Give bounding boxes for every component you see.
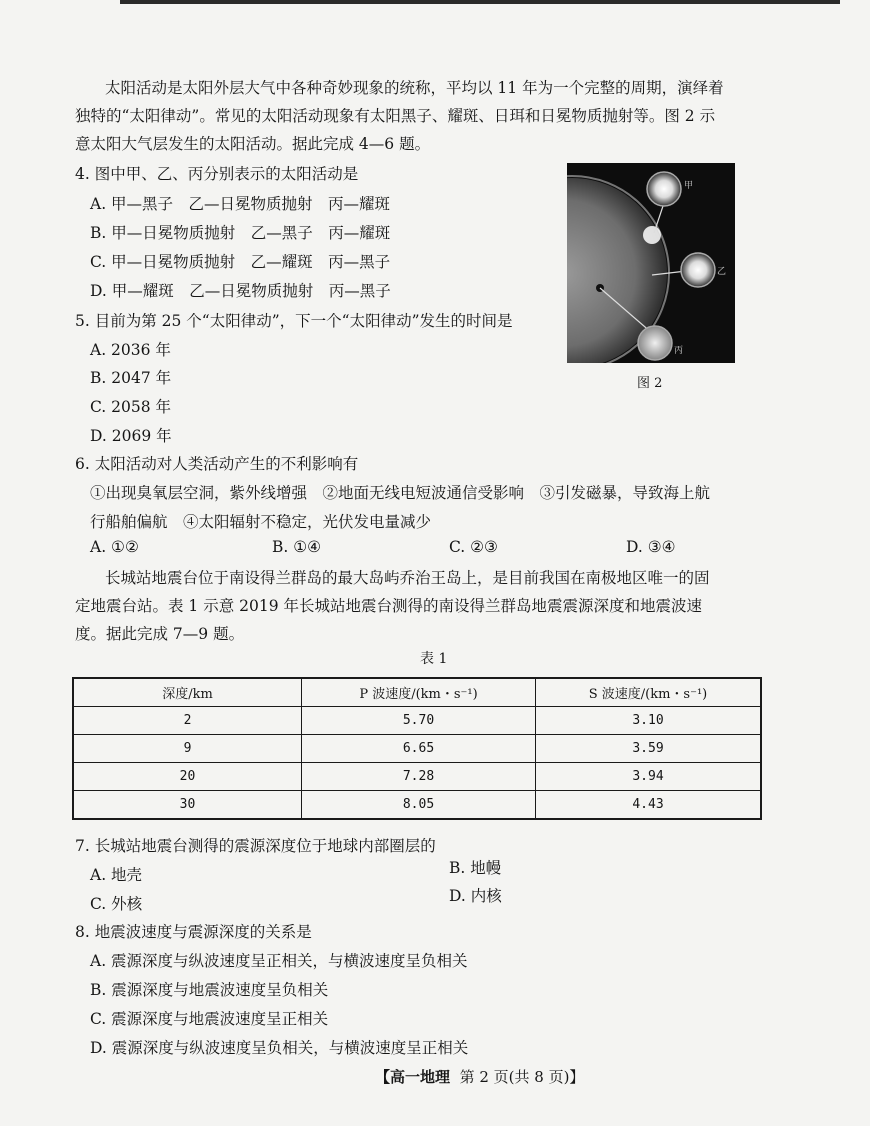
footer-subject: 【高一地理 — [375, 1068, 451, 1086]
q8-option-d: D. 震源深度与纵波速度呈负相关，与横波速度呈正相关 — [90, 1039, 469, 1057]
intro2-line1: 长城站地震台位于南设得兰群岛的最大岛屿乔治王岛上，是目前我国在南极地区唯一的固 — [105, 569, 710, 587]
inset-bing — [638, 326, 672, 360]
table-header-row — [73, 678, 761, 707]
cell-s-wave: 3.10 — [536, 707, 762, 735]
top-border-line — [120, 0, 840, 4]
q7-option-d: D. 内核 — [449, 887, 502, 905]
cell-depth: 2 — [73, 707, 302, 735]
header-depth: 深度/km — [73, 678, 302, 707]
figure-caption: 图 2 — [637, 376, 663, 391]
q4-stem: 4. 图中甲、乙、丙分别表示的太阳活动是 — [75, 165, 359, 183]
cell-s-wave: 3.94 — [536, 763, 762, 791]
cell-depth: 20 — [73, 763, 302, 791]
q5-option-a: A. 2036 年 — [90, 341, 171, 359]
q7-option-c: C. 外核 — [90, 895, 143, 913]
sun-activity-figure — [567, 163, 735, 363]
cell-depth: 30 — [73, 791, 302, 820]
q6-statement-line2: 行船舶偏航 ④太阳辐射不稳定，光伏发电量减少 — [90, 513, 432, 531]
intro2-line2: 定地震台站。表 1 示意 2019 年长城站地震台测得的南设得兰群岛地震震源深度和地震波速 — [75, 597, 703, 615]
q7-option-b: B. 地幔 — [449, 859, 502, 877]
q8-stem: 8. 地震波速度与震源深度的关系是 — [75, 923, 312, 941]
q6-option-b: B. ①④ — [272, 538, 322, 556]
q8-option-c: C. 震源深度与地震波速度呈正相关 — [90, 1010, 329, 1028]
q7-stem: 7. 长城站地震台测得的震源深度位于地球内部圈层的 — [75, 837, 436, 855]
cell-depth: 9 — [73, 735, 302, 763]
q7-option-a: A. 地壳 — [90, 866, 143, 884]
inset-jia — [647, 172, 681, 206]
q5-option-d: D. 2069 年 — [90, 427, 172, 445]
q6-option-c: C. ②③ — [449, 538, 498, 556]
table-row — [73, 791, 761, 820]
q6-stem: 6. 太阳活动对人类活动产生的不利影响有 — [75, 455, 359, 473]
label-bing: 丙 — [674, 346, 684, 356]
cell-p-wave: 8.05 — [302, 791, 536, 820]
intro1-line1: 太阳活动是太阳外层大气中各种奇妙现象的统称，平均以 11 年为一个完整的周期，演绎着 — [105, 79, 724, 97]
label-jia: 甲 — [684, 181, 694, 191]
table-row — [73, 707, 761, 735]
q5-option-b: B. 2047 年 — [90, 369, 172, 387]
intro1-line3: 意太阳大气层发生的太阳活动。据此完成 4—6 题。 — [75, 135, 431, 153]
header-p-wave: P 波速度/(km・s⁻¹) — [302, 678, 536, 707]
q6-statement-line1: ①出现臭氧层空洞，紫外线增强 ②地面无线电短波通信受影响 ③引发磁暴，导致海上航 — [90, 484, 711, 502]
header-s-wave: S 波速度/(km・s⁻¹) — [536, 678, 762, 707]
q4-option-d: D. 甲—耀斑 乙—日冕物质抛射 丙—黑子 — [90, 282, 391, 300]
label-yi: 乙 — [717, 267, 727, 277]
q4-option-b: B. 甲—日冕物质抛射 乙—黑子 丙—耀斑 — [90, 224, 391, 242]
cell-s-wave: 3.59 — [536, 735, 762, 763]
prominence-glow — [643, 226, 661, 244]
q5-option-c: C. 2058 年 — [90, 398, 172, 416]
q8-option-a: A. 震源深度与纵波速度呈正相关，与横波速度呈负相关 — [90, 952, 468, 970]
cell-p-wave: 5.70 — [302, 707, 536, 735]
table-row — [73, 763, 761, 791]
cell-s-wave: 4.43 — [536, 791, 762, 820]
q4-option-a: A. 甲—黑子 乙—日冕物质抛射 丙—耀斑 — [90, 195, 391, 213]
intro2-line3: 度。据此完成 7—9 题。 — [75, 625, 245, 643]
cell-p-wave: 6.65 — [302, 735, 536, 763]
cell-p-wave: 7.28 — [302, 763, 536, 791]
table-row — [73, 735, 761, 763]
page-footer — [375, 1066, 584, 1087]
q4-option-c: C. 甲—日冕物质抛射 乙—耀斑 丙—黑子 — [90, 253, 391, 271]
seismic-table — [72, 677, 762, 820]
q5-stem: 5. 目前为第 25 个“太阳律动”，下一个“太阳律动”发生的时间是 — [75, 312, 513, 330]
q8-option-b: B. 震源深度与地震波速度呈负相关 — [90, 981, 329, 999]
table-caption: 表 1 — [420, 651, 448, 667]
q6-option-a: A. ①② — [90, 538, 139, 556]
intro1-line2: 独特的“太阳律动”。常见的太阳活动现象有太阳黑子、耀斑、日珥和日冕物质抛射等。图 2 示 — [75, 107, 716, 125]
footer-page: 第 2 页(共 8 页)】 — [459, 1068, 585, 1086]
q6-option-d: D. ③④ — [626, 538, 676, 556]
inset-yi — [681, 253, 715, 287]
